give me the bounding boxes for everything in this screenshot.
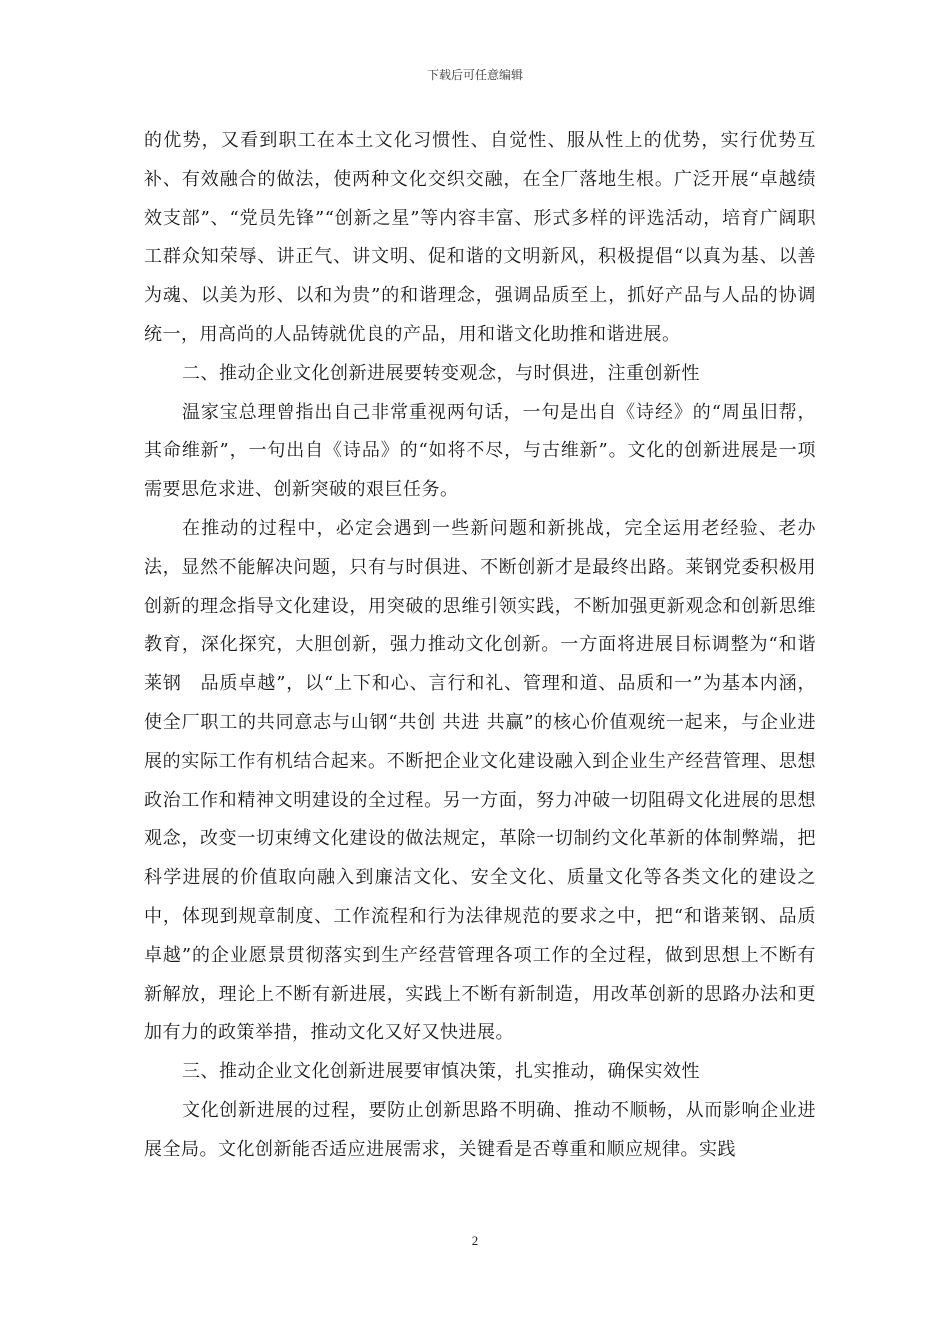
paragraph-2: 温家宝总理曾指出自己非常重视两句话，一句是出自《诗经》的“周虽旧帮，其命维新”，一句出自《诗品》的“如将不尽，与古维新”。文化的创新进展是一项需要思危求进、创新突破的艰巨任务。 bbox=[144, 401, 816, 501]
paragraph-4: 文化创新进展的过程，要防止创新思路不明确、推动不顺畅，从而影响企业进展全局。文化创新能否适应进展需求，关键看是否尊重和顺应规律。实践 bbox=[144, 1099, 816, 1160]
document-body bbox=[144, 122, 816, 1170]
page-number: 2 bbox=[471, 1233, 479, 1248]
paragraph-1: 的优势，又看到职工在本土文化习惯性、自觉性、服从性上的优势，实行优势互补、有效融合的做法，使两种文化交织交融，在全厂落地生根。广泛开展“卓越绩效支部”、“党员先锋”“创新之星”等内容丰富、形式多样的评选活动，培育广阔职工群众知荣辱、讲正气、讲文明、促和谐的文明新风，积极提倡“以真为基、以善为魂、以美为形、以和为贵”的和谐理念，强调品质至上，抓好产品与人品的协调统一，用高尚的人品铸就优良的产品，用和谐文化助推和谐进展。 bbox=[144, 130, 816, 345]
page-header: 下载后可任意编辑 bbox=[426, 68, 523, 82]
paragraph-3: 在推动的过程中，必定会遇到一些新问题和新挑战，完全运用老经验、老办法，显然不能解决问题，只有与时俱进、不断创新才是最终出路。莱钢党委积极用创新的理念指导文化建设，用突破的思维引领实践，不断加强更新观念和创新思维教育，深化探究，大胆创新，强力推动文化创新。一方面将进展目标调整为“和谐莱钢 品质卓越”，以“上下和心、言行和礼、管理和道、品质和一”为基本内涵，使全厂职工的共同意志与山钢“共创 共进 共赢”的核心价值观统一起来，与企业进展的实际工作有机结合起来。不断把企业文化建设融入到企业生产经营管理、思想政治工作和精神文明建设的全过程。另一方面，努力冲破一切阻碍文化进展的思想观念，改变一切束缚文化建设的做法规定，革除一切制约文化革新的体制弊端，把科学进展的价值取向融入到廉洁文化、安全文化、质量文化等各类文化的建设之中，体现到规章制度、工作流程和行为法律规范的要求之中，把“和谐莱钢、品质卓越”的企业愿景贯彻落实到生产经营管理各项工作的全过程，做到思想上不断有新解放，理论上不断有新进展，实践上不断有新制造，用改革创新的思路办法和更加有力的政策举措，推动文化又好又快进展。 bbox=[144, 517, 816, 1044]
section-heading-2: 二、推动企业文化创新进展要转变观念，与时俱进，注重创新性 bbox=[182, 362, 700, 384]
section-heading-3: 三、推动企业文化创新进展要审慎决策，扎实推动，确保实效性 bbox=[182, 1061, 700, 1083]
